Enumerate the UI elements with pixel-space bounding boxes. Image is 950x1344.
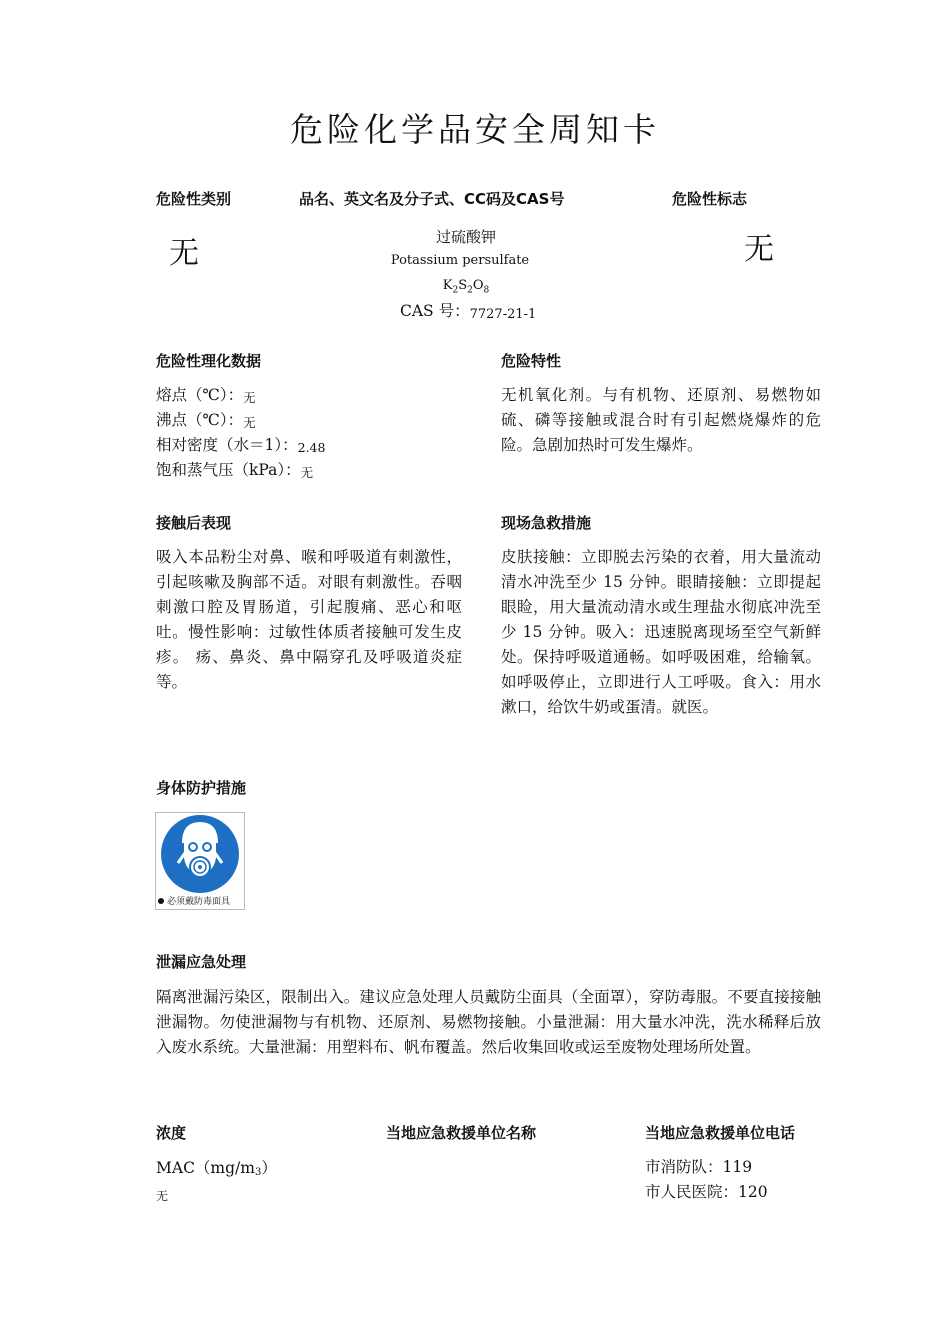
physchem-value: 无 bbox=[300, 465, 314, 480]
product-name-label: 品名、英文名及分子式、CC码及CAS号 bbox=[299, 190, 565, 208]
rescue-phone-label: 市人民医院： bbox=[645, 1183, 739, 1201]
exposure-heading: 接触后表现 bbox=[156, 514, 232, 532]
concentration-heading: 浓度 bbox=[156, 1124, 187, 1142]
product-en-name: Potassium persulfate bbox=[390, 253, 530, 268]
sign-caption bbox=[156, 896, 244, 909]
physchem-value: 无 bbox=[243, 415, 256, 430]
hazard-mark-label: 危险性标志 bbox=[672, 190, 748, 208]
first-aid-heading: 现场急救措施 bbox=[501, 514, 592, 532]
physchem-label: 沸点（℃）： bbox=[156, 411, 244, 429]
protection-sign bbox=[155, 812, 245, 910]
rescue-phone-value: 120 bbox=[738, 1183, 768, 1201]
product-cas bbox=[400, 299, 536, 321]
physchem-value: 2.48 bbox=[297, 440, 326, 455]
rescue-phone-heading: 当地应急救援单位电话 bbox=[645, 1124, 796, 1142]
protection-heading: 身体防护措施 bbox=[156, 779, 247, 797]
formula-s-subscript: 2 bbox=[467, 285, 473, 296]
mac-unit-sup: 3 bbox=[254, 1167, 262, 1178]
hazard-category-label: 危险性类别 bbox=[156, 190, 232, 208]
hazard-properties-text: 无机氧化剂。与有机物、还原剂、易燃物如硫、磷等接触或混合时有引起燃烧爆炸的危险。急剧加热时可发生爆炸。 bbox=[501, 386, 821, 454]
physchem-item bbox=[156, 433, 456, 458]
rescue-phone-list bbox=[645, 1155, 845, 1205]
hazard-mark-value: 无 bbox=[744, 232, 774, 267]
hazard-category-value: 无 bbox=[169, 236, 199, 271]
formula-s: S bbox=[458, 278, 468, 293]
mac-label-close: ） bbox=[261, 1159, 277, 1177]
physchem-heading: 危险性理化数据 bbox=[156, 352, 262, 370]
cas-value: 7727-21-1 bbox=[469, 307, 537, 322]
formula-o: O bbox=[472, 278, 484, 293]
formula-o-subscript: 8 bbox=[483, 285, 490, 296]
physchem-list bbox=[156, 383, 456, 483]
rescue-unit-heading: 当地应急救援单位名称 bbox=[386, 1124, 537, 1142]
gas-mask-icon bbox=[156, 813, 244, 895]
hazard-properties-heading: 危险特性 bbox=[501, 352, 562, 370]
rescue-phone-item bbox=[645, 1180, 845, 1205]
product-formula bbox=[300, 278, 632, 296]
physchem-item bbox=[156, 408, 456, 433]
mac-value: 无 bbox=[156, 1189, 169, 1203]
mac-label-text: MAC（mg/m bbox=[156, 1159, 255, 1177]
cas-label: CAS 号： bbox=[400, 302, 470, 320]
spill-text: 隔离泄漏污染区，限制出入。建议应急处理人员戴防尘面具（全面罩），穿防毒服。不要直接接触泄漏物。勿使泄漏物与有机物、还原剂、易燃物接触。小量泄漏：用大量水冲洗，洗水稀释后放入废水系统。大量泄漏：用塑料布、帆布覆盖。然后收集回收或运至废物处理场所处置。 bbox=[156, 988, 821, 1056]
exposure-text: 吸入本品粉尘对鼻、喉和呼吸道有刺激性，引起咳嗽及胸部不适。对眼有刺激性。吞咽刺激口腔及胃肠道，引起腹痛、恶心和呕吐。慢性影响：过敏性体质者接触可发生皮疹。 疡、鼻炎、鼻中隔穿孔及呼吸道炎症等。 bbox=[156, 548, 462, 691]
page-title: 危险化学品安全周知卡 bbox=[290, 110, 660, 149]
mac-label bbox=[156, 1156, 277, 1178]
spill-heading: 泄漏应急处理 bbox=[156, 953, 247, 971]
formula-k-subscript: 2 bbox=[452, 285, 459, 296]
rescue-phone-value: 119 bbox=[722, 1158, 753, 1176]
physchem-label: 饱和蒸气压（kPa）： bbox=[156, 461, 301, 479]
sign-label-text: 必须戴防毒面具 bbox=[167, 897, 231, 907]
physchem-item bbox=[156, 458, 456, 483]
product-cn-name: 过硫酸钾 bbox=[435, 228, 496, 246]
physchem-label: 相对密度（水＝1）： bbox=[156, 436, 298, 454]
first-aid-text: 皮肤接触：立即脱去污染的衣着，用大量流动清水冲洗至少 15 分钟。眼睛接触：立即提起眼睑，用大量流动清水或生理盐水彻底冲洗至少 15 分钟。吸入：迅速脱离现场至空气新鲜处。保持呼吸道通畅。如呼吸困难，给输氧。如呼吸停止，立即进行人工呼吸。食入：用水漱口，给饮牛奶或蛋清。就医。 bbox=[501, 548, 821, 716]
bullet-icon bbox=[158, 898, 164, 904]
physchem-item bbox=[156, 383, 456, 408]
rescue-phone-item bbox=[645, 1155, 845, 1180]
formula-k: K bbox=[442, 278, 453, 293]
rescue-phone-label: 市消防队： bbox=[645, 1158, 723, 1176]
physchem-label: 熔点（℃）： bbox=[156, 386, 244, 404]
physchem-value: 无 bbox=[243, 390, 256, 405]
